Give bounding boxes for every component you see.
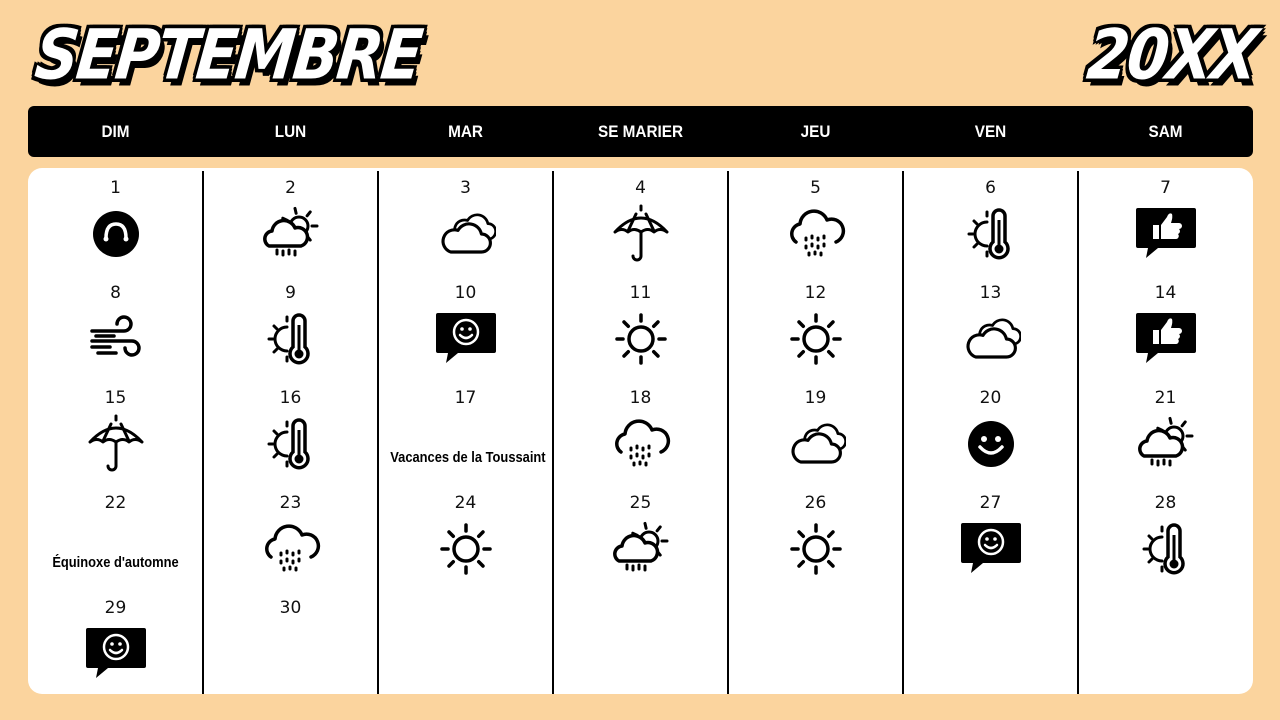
thumbs-up-chat-icon [1136, 309, 1196, 369]
weekday-header [28, 106, 1253, 157]
day-cell-1 [28, 168, 203, 273]
day-cell-12 [728, 273, 903, 378]
day-cell-13 [903, 273, 1078, 378]
umbrella-icon [86, 414, 146, 474]
day-number: 20 [979, 388, 1002, 408]
day-cell-5 [728, 168, 903, 273]
day-cell-9 [203, 273, 378, 378]
rain-cloud-icon [611, 414, 671, 474]
smiley-chat-icon [961, 519, 1021, 579]
cloudy-icon [786, 414, 846, 474]
day-cell-24 [378, 483, 553, 588]
day-number: 15 [104, 388, 127, 408]
day-number: 30 [279, 598, 302, 618]
sun-cloud-rain-icon [261, 204, 321, 264]
day-number: 14 [1154, 283, 1177, 303]
day-number: 24 [454, 493, 477, 513]
day-number: 19 [804, 388, 827, 408]
day-cell-23 [203, 483, 378, 588]
day-cell-10 [378, 273, 553, 378]
day-note: Équinoxe d'automne [52, 554, 179, 571]
day-cell-6 [903, 168, 1078, 273]
day-number: 25 [629, 493, 652, 513]
sun-thermometer-icon [1136, 519, 1196, 579]
sun-icon [436, 519, 496, 579]
day-number: 5 [810, 178, 821, 198]
sun-thermometer-icon [261, 414, 321, 474]
day-number: 21 [1154, 388, 1177, 408]
weekday-mon: LUN [274, 121, 307, 141]
day-cell-7 [1078, 168, 1253, 273]
day-number: 8 [110, 283, 121, 303]
day-cell-25 [553, 483, 728, 588]
day-cell-18 [553, 378, 728, 483]
day-cell-27 [903, 483, 1078, 588]
day-cell-14 [1078, 273, 1253, 378]
rain-cloud-icon [786, 204, 846, 264]
day-cell-17 [378, 378, 553, 483]
umbrella-icon [611, 204, 671, 264]
day-number: 10 [454, 283, 477, 303]
day-number: 6 [985, 178, 996, 198]
day-number: 13 [979, 283, 1002, 303]
day-number: 26 [804, 493, 827, 513]
smiley-chat-icon [86, 624, 146, 684]
sun-cloud-rain-icon [611, 519, 671, 579]
day-cell-19 [728, 378, 903, 483]
cloudy-icon [961, 309, 1021, 369]
weekday-tue: MAR [448, 121, 483, 141]
day-number: 9 [285, 283, 296, 303]
weekday-thu: JEU [800, 121, 831, 141]
weekday-sun: DIM [101, 121, 130, 141]
rain-cloud-icon [261, 519, 321, 579]
day-cell-3 [378, 168, 553, 273]
weekday-sat: SAM [1148, 121, 1183, 141]
day-number: 29 [104, 598, 127, 618]
day-cell-28 [1078, 483, 1253, 588]
day-note: Vacances de la Toussaint [390, 449, 546, 466]
day-cell-26 [728, 483, 903, 588]
day-number: 1 [110, 178, 121, 198]
smiley-icon [961, 414, 1021, 474]
day-number: 4 [635, 178, 646, 198]
sun-icon [786, 309, 846, 369]
sun-thermometer-icon [961, 204, 1021, 264]
sun-cloud-rain-icon [1136, 414, 1196, 474]
day-cell-29 [28, 588, 203, 693]
weekday-wed: SE MARIER [597, 121, 684, 141]
day-number: 12 [804, 283, 827, 303]
day-number: 2 [285, 178, 296, 198]
day-cell-8 [28, 273, 203, 378]
sun-icon [786, 519, 846, 579]
day-number: 23 [279, 493, 302, 513]
sun-thermometer-icon [261, 309, 321, 369]
year-title: 20XX [1083, 15, 1260, 96]
day-cell-20 [903, 378, 1078, 483]
weekday-fri: VEN [974, 121, 1007, 141]
wind-icon [86, 309, 146, 369]
smiley-chat-icon [436, 309, 496, 369]
day-cell-30 [203, 588, 378, 693]
day-cell-16 [203, 378, 378, 483]
day-cell-21 [1078, 378, 1253, 483]
day-number: 28 [1154, 493, 1177, 513]
thumbs-up-chat-icon [1136, 204, 1196, 264]
month-title: SEPTEMBRE [31, 15, 425, 96]
cloudy-icon [436, 204, 496, 264]
day-number: 11 [629, 283, 652, 303]
day-number: 7 [1160, 178, 1171, 198]
day-cell-11 [553, 273, 728, 378]
day-cell-2 [203, 168, 378, 273]
day-number: 17 [454, 388, 477, 408]
day-number: 3 [460, 178, 471, 198]
calendar-grid [28, 168, 1253, 694]
sun-icon [611, 309, 671, 369]
smiley-dot-icon [86, 204, 146, 264]
day-cell-22 [28, 483, 203, 588]
day-number: 18 [629, 388, 652, 408]
day-number: 16 [279, 388, 302, 408]
day-number: 22 [104, 493, 127, 513]
day-cell-4 [553, 168, 728, 273]
day-cell-15 [28, 378, 203, 483]
day-number: 27 [979, 493, 1002, 513]
